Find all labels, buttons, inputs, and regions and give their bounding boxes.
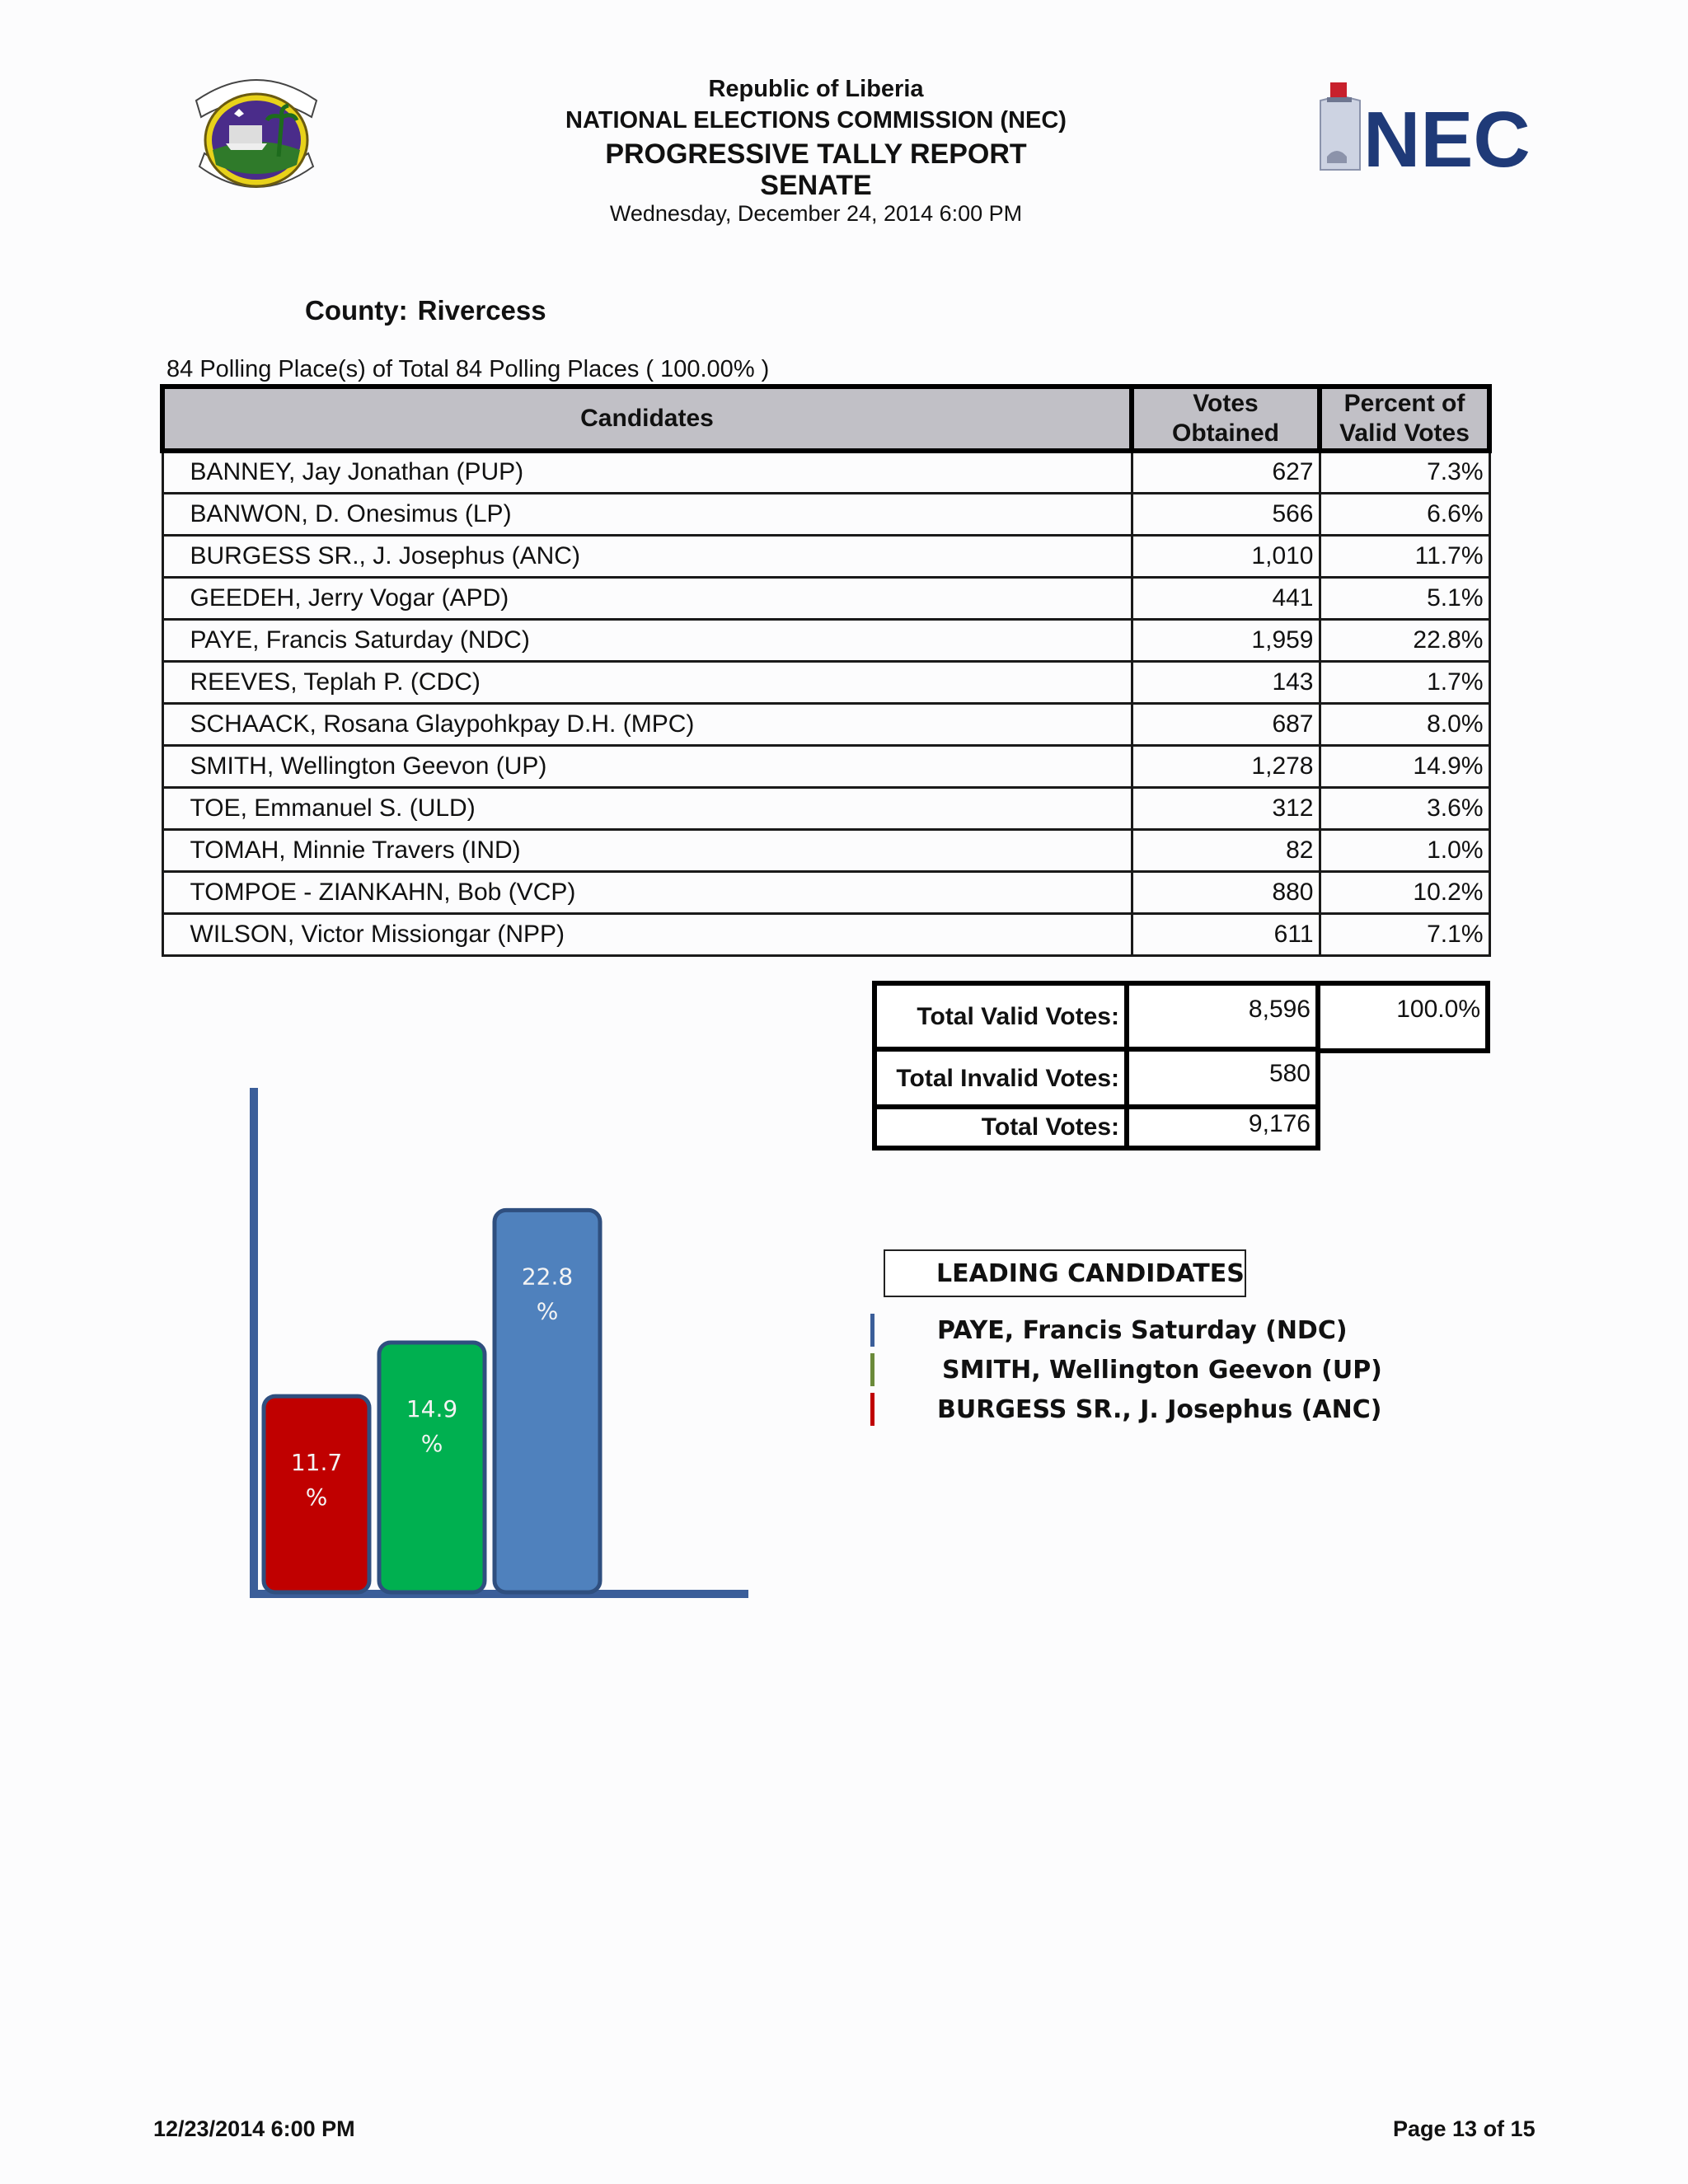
bar-2 (379, 1343, 485, 1592)
header-commission: NATIONAL ELECTIONS COMMISSION (NEC) (565, 107, 1067, 134)
candidate-votes: 441 (1132, 577, 1320, 619)
candidate-name: REEVES, Teplah P. (CDC) (162, 661, 1132, 703)
candidate-votes: 611 (1132, 913, 1320, 955)
table-row (162, 871, 1489, 913)
candidate-votes: 143 (1132, 661, 1320, 703)
polling-summary: 84 Polling Place(s) of Total 84 Polling Places ( 100.00% ) (166, 356, 770, 382)
bar-value-label: 11.7 (290, 1449, 343, 1477)
candidate-name: PAYE, Francis Saturday (NDC) (162, 619, 1132, 661)
candidate-name: TOMPOE - ZIANKAHN, Bob (VCP) (162, 871, 1132, 913)
header-percent-line2: Valid Votes (1339, 419, 1470, 447)
legend-mark-red (870, 1393, 874, 1426)
candidate-percent: 10.2% (1320, 871, 1489, 913)
bar-unit-label: % (305, 1483, 328, 1511)
candidate-name: TOE, Emmanuel S. (ULD) (162, 787, 1132, 829)
candidate-percent: 8.0% (1320, 703, 1489, 745)
header-date: Wednesday, December 24, 2014 6:00 PM (609, 201, 1023, 226)
table-row (162, 619, 1489, 661)
leading-candidate-name: BURGESS SR., J. Josephus (ANC) (937, 1394, 1382, 1424)
table-row (162, 493, 1489, 535)
candidate-name: BURGESS SR., J. Josephus (ANC) (162, 535, 1132, 577)
candidate-percent: 1.0% (1320, 829, 1489, 871)
candidate-votes: 566 (1132, 493, 1320, 535)
table-row (162, 745, 1489, 787)
candidate-percent: 7.1% (1320, 913, 1489, 955)
bar-unit-label: % (536, 1297, 559, 1325)
leading-candidate-2 (870, 1353, 1382, 1386)
candidate-percent: 1.7% (1320, 661, 1489, 703)
candidate-votes: 687 (1132, 703, 1320, 745)
header-votes-line1: Votes (1193, 390, 1259, 417)
header-percent-line1: Percent of (1343, 390, 1465, 417)
candidate-votes: 627 (1132, 451, 1320, 493)
county-line (305, 295, 546, 326)
total-valid-votes: 8,596 (1248, 996, 1311, 1023)
total-valid-label: Total Valid Votes: (917, 1003, 1119, 1030)
total-invalid-votes: 580 (1268, 1060, 1311, 1087)
table-row (162, 913, 1489, 955)
table-row (162, 451, 1489, 493)
nec-logo-text: NEC (1363, 96, 1531, 184)
candidate-name: SCHAACK, Rosana Glaypohkpay D.H. (MPC) (162, 703, 1132, 745)
candidate-name: WILSON, Victor Missiongar (NPP) (162, 913, 1132, 955)
leading-candidate-name: SMITH, Wellington Geevon (UP) (942, 1355, 1382, 1385)
total-valid-percent: 100.0% (1396, 996, 1480, 1023)
candidate-percent: 11.7% (1320, 535, 1489, 577)
table-row (162, 661, 1489, 703)
leading-candidate-name: PAYE, Francis Saturday (NDC) (937, 1315, 1348, 1345)
footer-datetime: 12/23/2014 6:00 PM (153, 2116, 355, 2141)
header-race: SENATE (760, 170, 872, 201)
candidate-name: SMITH, Wellington Geevon (UP) (162, 745, 1132, 787)
candidate-name: BANNEY, Jay Jonathan (PUP) (162, 451, 1132, 493)
header-votes-line2: Obtained (1171, 419, 1279, 447)
leading-candidates-title: LEADING CANDIDATES (884, 1249, 1246, 1297)
bar-value-label: 14.9 (406, 1395, 458, 1423)
header-votes (1132, 387, 1320, 451)
candidate-percent: 14.9% (1320, 745, 1489, 787)
footer-page-number: Page 13 of 15 (1393, 2116, 1536, 2141)
county-label: County: (305, 295, 408, 326)
candidate-votes: 1,278 (1132, 745, 1320, 787)
header-percent (1320, 387, 1489, 451)
candidate-votes: 1,959 (1132, 619, 1320, 661)
table-row (162, 787, 1489, 829)
header-republic: Republic of Liberia (708, 76, 924, 102)
bar-value-label: 22.8 (521, 1263, 574, 1291)
candidate-percent: 22.8% (1320, 619, 1489, 661)
header-report-title: PROGRESSIVE TALLY REPORT (605, 138, 1027, 170)
leading-candidate-3 (870, 1393, 1382, 1426)
table-header-row (162, 387, 1489, 451)
candidates-table (160, 384, 1492, 957)
candidate-percent: 3.6% (1320, 787, 1489, 829)
candidate-votes: 1,010 (1132, 535, 1320, 577)
candidate-name: BANWON, D. Onesimus (LP) (162, 493, 1132, 535)
candidate-votes: 312 (1132, 787, 1320, 829)
total-invalid-label: Total Invalid Votes: (896, 1065, 1119, 1092)
candidate-votes: 880 (1132, 871, 1320, 913)
table-row (162, 829, 1489, 871)
table-row (162, 703, 1489, 745)
bar-unit-label: % (420, 1430, 443, 1458)
header-candidates: Candidates (162, 387, 1132, 451)
candidate-percent: 5.1% (1320, 577, 1489, 619)
candidate-name: GEEDEH, Jerry Vogar (APD) (162, 577, 1132, 619)
leading-candidate-1 (870, 1314, 1348, 1347)
candidate-percent: 7.3% (1320, 451, 1489, 493)
candidate-percent: 6.6% (1320, 493, 1489, 535)
legend-mark-blue (870, 1314, 874, 1347)
total-votes-label: Total Votes: (981, 1113, 1119, 1141)
legend-mark-green (870, 1353, 874, 1386)
candidate-votes: 82 (1132, 829, 1320, 871)
leading-candidates-chart (231, 1071, 758, 1615)
table-row (162, 535, 1489, 577)
candidate-name: TOMAH, Minnie Travers (IND) (162, 829, 1132, 871)
total-votes-value: 9,176 (1248, 1110, 1311, 1137)
table-row (162, 577, 1489, 619)
county-value: Rivercess (417, 295, 546, 326)
